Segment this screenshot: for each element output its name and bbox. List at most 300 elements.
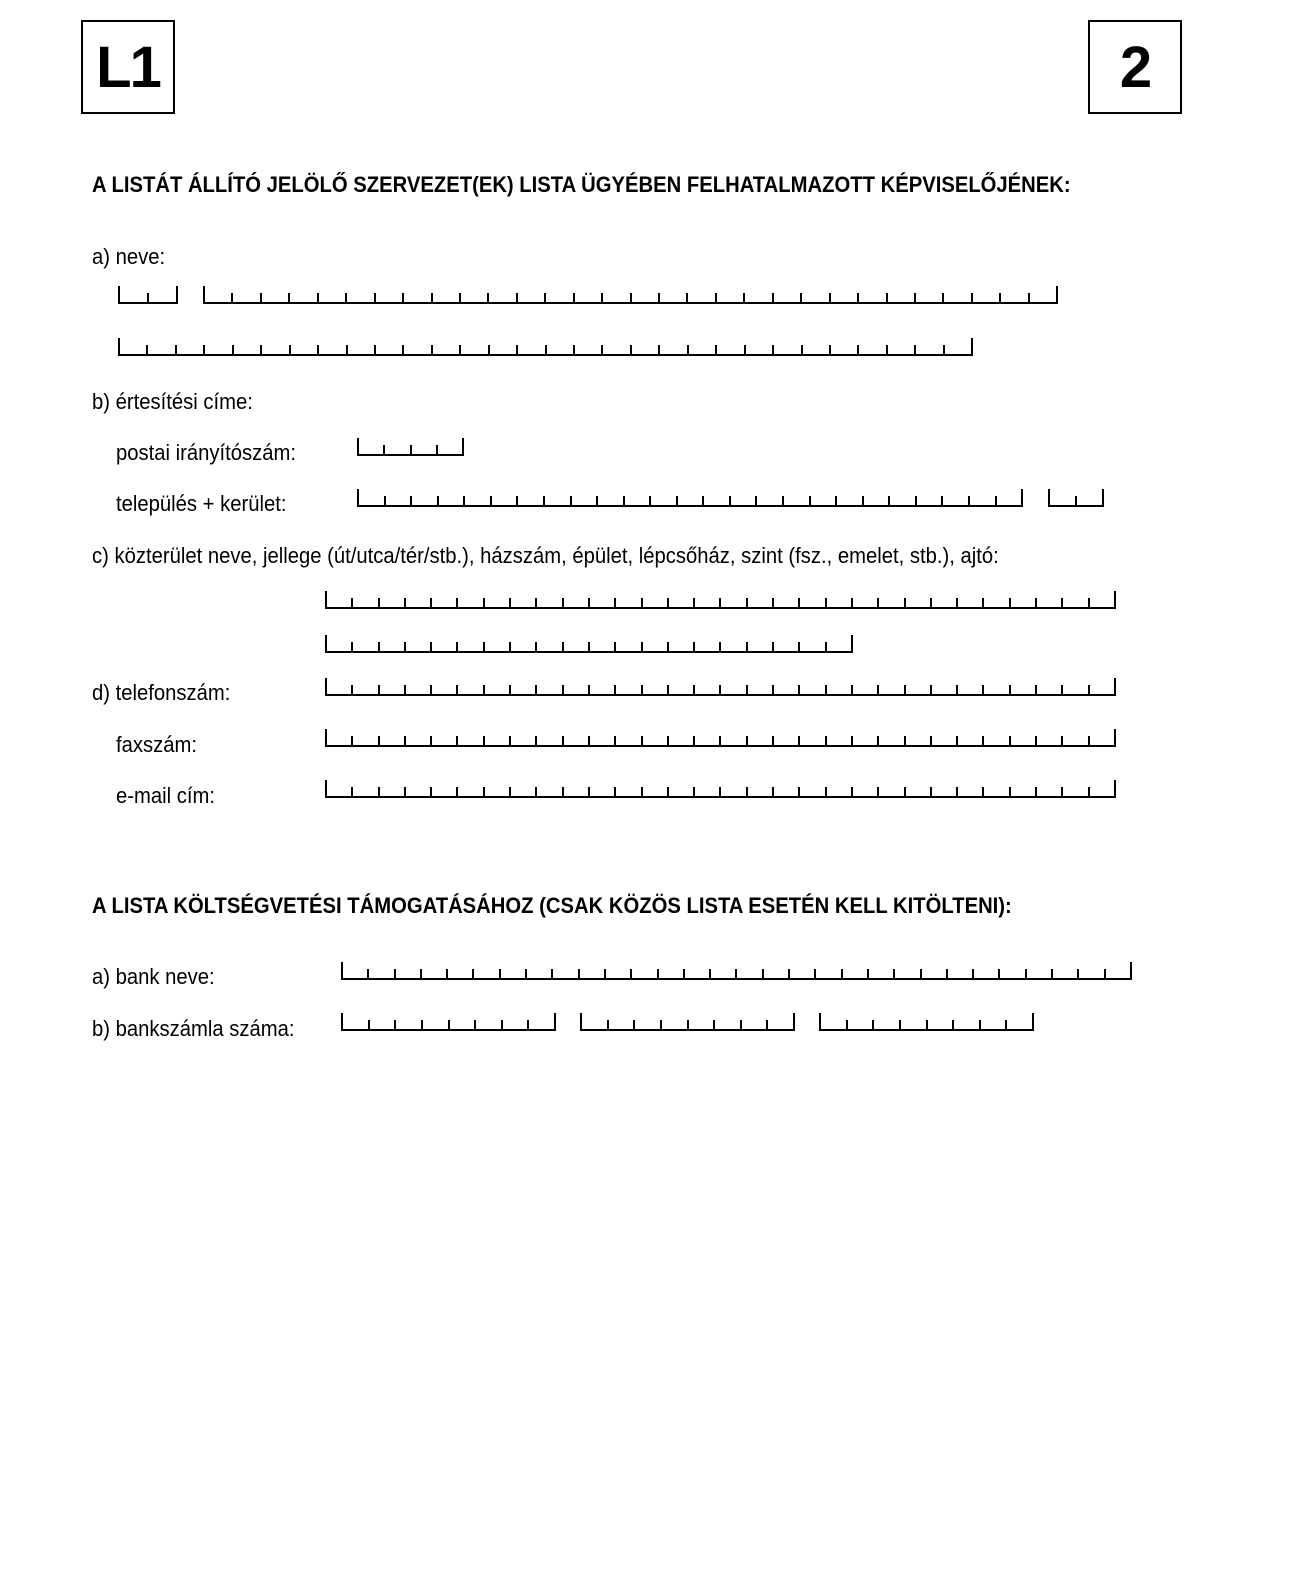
char-cell[interactable]: [404, 345, 432, 354]
char-cell[interactable]: [590, 642, 616, 651]
char-cell[interactable]: [632, 345, 660, 354]
name-line2-field[interactable]: [118, 338, 973, 356]
char-cell[interactable]: [433, 293, 461, 302]
char-cell[interactable]: [800, 787, 826, 796]
char-cell[interactable]: [511, 598, 537, 607]
char-cell[interactable]: [406, 642, 432, 651]
char-cell[interactable]: [537, 685, 563, 694]
char-cell[interactable]: [262, 293, 290, 302]
char-cell[interactable]: [380, 642, 406, 651]
char-cell[interactable]: [177, 345, 205, 354]
char-cell[interactable]: [564, 642, 590, 651]
char-cell[interactable]: [945, 338, 973, 354]
char-cell[interactable]: [774, 642, 800, 651]
char-cell[interactable]: [432, 787, 458, 796]
char-cell[interactable]: [458, 598, 484, 607]
char-cell[interactable]: [943, 496, 970, 505]
char-cell[interactable]: [319, 293, 347, 302]
char-cell[interactable]: [685, 969, 711, 978]
char-cell[interactable]: [651, 496, 678, 505]
char-cell[interactable]: [853, 685, 879, 694]
char-cell[interactable]: [590, 736, 616, 745]
char-cell[interactable]: [1037, 598, 1063, 607]
account-part3-field[interactable]: [819, 1013, 1034, 1031]
char-cell[interactable]: [737, 969, 763, 978]
char-cell[interactable]: [879, 598, 905, 607]
char-cell[interactable]: [343, 1020, 370, 1029]
char-cell[interactable]: [1053, 969, 1079, 978]
street-line2-field[interactable]: [325, 635, 853, 653]
char-cell[interactable]: [369, 969, 395, 978]
char-cell[interactable]: [958, 598, 984, 607]
fax-field[interactable]: [325, 729, 1116, 747]
char-cell[interactable]: [879, 685, 905, 694]
char-cell[interactable]: [380, 598, 406, 607]
char-cell[interactable]: [234, 345, 262, 354]
char-cell[interactable]: [575, 293, 603, 302]
char-cell[interactable]: [616, 787, 642, 796]
char-cell[interactable]: [1090, 591, 1116, 607]
char-cell[interactable]: [802, 293, 830, 302]
char-cell[interactable]: [721, 642, 747, 651]
char-cell[interactable]: [888, 293, 916, 302]
char-cell[interactable]: [290, 293, 318, 302]
char-cell[interactable]: [688, 293, 716, 302]
char-cell[interactable]: [843, 969, 869, 978]
char-cell[interactable]: [564, 685, 590, 694]
char-cell[interactable]: [906, 787, 932, 796]
char-cell[interactable]: [879, 736, 905, 745]
char-cell[interactable]: [476, 1020, 503, 1029]
char-cell[interactable]: [660, 293, 688, 302]
char-cell[interactable]: [319, 345, 347, 354]
char-cell[interactable]: [678, 496, 705, 505]
char-cell[interactable]: [609, 1020, 636, 1029]
char-cell[interactable]: [859, 293, 887, 302]
char-cell[interactable]: [511, 787, 537, 796]
char-cell[interactable]: [572, 496, 599, 505]
char-cell[interactable]: [396, 1020, 423, 1029]
char-cell[interactable]: [906, 598, 932, 607]
char-cell[interactable]: [669, 787, 695, 796]
char-cell[interactable]: [537, 787, 563, 796]
char-cell[interactable]: [874, 1020, 901, 1029]
char-cell[interactable]: [717, 293, 745, 302]
char-cell[interactable]: [768, 1013, 795, 1029]
char-cell[interactable]: [774, 736, 800, 745]
char-cell[interactable]: [695, 685, 721, 694]
char-cell[interactable]: [412, 496, 439, 505]
char-cell[interactable]: [291, 345, 319, 354]
char-cell[interactable]: [981, 1020, 1008, 1029]
char-cell[interactable]: [432, 685, 458, 694]
char-cell[interactable]: [944, 293, 972, 302]
char-cell[interactable]: [1001, 293, 1029, 302]
char-cell[interactable]: [386, 496, 413, 505]
char-cell[interactable]: [721, 736, 747, 745]
char-cell[interactable]: [948, 969, 974, 978]
char-cell[interactable]: [353, 598, 379, 607]
char-cell[interactable]: [376, 345, 404, 354]
char-cell[interactable]: [518, 496, 545, 505]
char-cell[interactable]: [422, 969, 448, 978]
char-cell[interactable]: [1090, 729, 1116, 745]
char-cell[interactable]: [564, 598, 590, 607]
char-cell[interactable]: [660, 345, 688, 354]
char-cell[interactable]: [689, 1020, 716, 1029]
char-cell[interactable]: [547, 345, 575, 354]
char-cell[interactable]: [518, 345, 546, 354]
char-cell[interactable]: [448, 969, 474, 978]
char-cell[interactable]: [359, 496, 386, 505]
char-cell[interactable]: [1079, 969, 1105, 978]
char-cell[interactable]: [432, 736, 458, 745]
char-cell[interactable]: [485, 787, 511, 796]
char-cell[interactable]: [864, 496, 891, 505]
char-cell[interactable]: [748, 642, 774, 651]
char-cell[interactable]: [643, 787, 669, 796]
char-cell[interactable]: [575, 345, 603, 354]
char-cell[interactable]: [721, 787, 747, 796]
char-cell[interactable]: [439, 496, 466, 505]
char-cell[interactable]: [784, 496, 811, 505]
char-cell[interactable]: [616, 685, 642, 694]
char-cell[interactable]: [353, 736, 379, 745]
char-cell[interactable]: [348, 345, 376, 354]
char-cell[interactable]: [1050, 496, 1077, 505]
char-cell[interactable]: [485, 598, 511, 607]
city-field[interactable]: [357, 489, 1023, 507]
char-cell[interactable]: [406, 787, 432, 796]
char-cell[interactable]: [327, 642, 353, 651]
char-cell[interactable]: [721, 598, 747, 607]
char-cell[interactable]: [233, 293, 261, 302]
char-cell[interactable]: [458, 787, 484, 796]
char-cell[interactable]: [404, 293, 432, 302]
char-cell[interactable]: [492, 496, 519, 505]
char-cell[interactable]: [1037, 787, 1063, 796]
char-cell[interactable]: [527, 969, 553, 978]
char-cell[interactable]: [853, 736, 879, 745]
char-cell[interactable]: [932, 598, 958, 607]
char-cell[interactable]: [465, 496, 492, 505]
char-cell[interactable]: [695, 787, 721, 796]
char-cell[interactable]: [669, 642, 695, 651]
char-cell[interactable]: [888, 345, 916, 354]
char-cell[interactable]: [859, 345, 887, 354]
char-cell[interactable]: [606, 969, 632, 978]
char-cell[interactable]: [501, 969, 527, 978]
char-cell[interactable]: [406, 598, 432, 607]
char-cell[interactable]: [669, 685, 695, 694]
char-cell[interactable]: [327, 598, 353, 607]
char-cell[interactable]: [932, 736, 958, 745]
char-cell[interactable]: [821, 1020, 848, 1029]
char-cell[interactable]: [689, 345, 717, 354]
char-cell[interactable]: [906, 685, 932, 694]
char-cell[interactable]: [984, 598, 1010, 607]
char-cell[interactable]: [879, 787, 905, 796]
char-cell[interactable]: [433, 345, 461, 354]
char-cell[interactable]: [1011, 787, 1037, 796]
char-cell[interactable]: [916, 293, 944, 302]
char-cell[interactable]: [731, 496, 758, 505]
char-cell[interactable]: [774, 787, 800, 796]
char-cell[interactable]: [970, 496, 997, 505]
char-cell[interactable]: [669, 598, 695, 607]
char-cell[interactable]: [958, 736, 984, 745]
char-cell[interactable]: [545, 496, 572, 505]
char-cell[interactable]: [869, 969, 895, 978]
account-part1-field[interactable]: [341, 1013, 556, 1031]
char-cell[interactable]: [958, 787, 984, 796]
char-cell[interactable]: [715, 1020, 742, 1029]
char-cell[interactable]: [984, 736, 1010, 745]
char-cell[interactable]: [974, 969, 1000, 978]
char-cell[interactable]: [1007, 1013, 1034, 1029]
phone-field[interactable]: [325, 678, 1116, 696]
char-cell[interactable]: [1037, 685, 1063, 694]
char-cell[interactable]: [790, 969, 816, 978]
char-cell[interactable]: [1030, 286, 1058, 302]
char-cell[interactable]: [485, 736, 511, 745]
char-cell[interactable]: [711, 969, 737, 978]
bank-name-field[interactable]: [341, 962, 1132, 980]
char-cell[interactable]: [748, 685, 774, 694]
char-cell[interactable]: [695, 736, 721, 745]
char-cell[interactable]: [370, 1020, 397, 1029]
char-cell[interactable]: [148, 345, 176, 354]
char-cell[interactable]: [149, 286, 178, 302]
char-cell[interactable]: [461, 293, 489, 302]
char-cell[interactable]: [412, 445, 438, 454]
char-cell[interactable]: [511, 736, 537, 745]
char-cell[interactable]: [997, 489, 1024, 505]
char-cell[interactable]: [347, 293, 375, 302]
char-cell[interactable]: [458, 685, 484, 694]
char-cell[interactable]: [616, 642, 642, 651]
char-cell[interactable]: [327, 736, 353, 745]
char-cell[interactable]: [643, 736, 669, 745]
char-cell[interactable]: [1077, 489, 1104, 505]
char-cell[interactable]: [489, 293, 517, 302]
char-cell[interactable]: [385, 445, 411, 454]
char-cell[interactable]: [890, 496, 917, 505]
char-cell[interactable]: [205, 345, 233, 354]
zip-field[interactable]: [357, 438, 464, 456]
char-cell[interactable]: [643, 642, 669, 651]
char-cell[interactable]: [764, 969, 790, 978]
char-cell[interactable]: [774, 345, 802, 354]
char-cell[interactable]: [380, 685, 406, 694]
char-cell[interactable]: [774, 293, 802, 302]
char-cell[interactable]: [359, 445, 385, 454]
char-cell[interactable]: [458, 736, 484, 745]
char-cell[interactable]: [616, 598, 642, 607]
char-cell[interactable]: [928, 1020, 955, 1029]
char-cell[interactable]: [800, 736, 826, 745]
char-cell[interactable]: [827, 736, 853, 745]
char-cell[interactable]: [704, 496, 731, 505]
char-cell[interactable]: [1011, 736, 1037, 745]
char-cell[interactable]: [380, 736, 406, 745]
char-cell[interactable]: [1011, 685, 1037, 694]
char-cell[interactable]: [803, 345, 831, 354]
char-cell[interactable]: [546, 293, 574, 302]
char-cell[interactable]: [973, 293, 1001, 302]
char-cell[interactable]: [580, 969, 606, 978]
char-cell[interactable]: [590, 598, 616, 607]
char-cell[interactable]: [748, 736, 774, 745]
char-cell[interactable]: [984, 685, 1010, 694]
char-cell[interactable]: [461, 345, 489, 354]
char-cell[interactable]: [590, 685, 616, 694]
char-cell[interactable]: [537, 736, 563, 745]
char-cell[interactable]: [537, 598, 563, 607]
char-cell[interactable]: [490, 345, 518, 354]
char-cell[interactable]: [590, 787, 616, 796]
char-cell[interactable]: [853, 787, 879, 796]
char-cell[interactable]: [406, 685, 432, 694]
char-cell[interactable]: [1090, 678, 1116, 694]
char-cell[interactable]: [800, 598, 826, 607]
char-cell[interactable]: [474, 969, 500, 978]
char-cell[interactable]: [827, 787, 853, 796]
char-cell[interactable]: [353, 685, 379, 694]
char-cell[interactable]: [380, 787, 406, 796]
char-cell[interactable]: [503, 1020, 530, 1029]
district-field[interactable]: [1048, 489, 1104, 507]
char-cell[interactable]: [800, 642, 826, 651]
char-cell[interactable]: [632, 293, 660, 302]
char-cell[interactable]: [932, 787, 958, 796]
char-cell[interactable]: [916, 345, 944, 354]
char-cell[interactable]: [327, 685, 353, 694]
char-cell[interactable]: [485, 685, 511, 694]
char-cell[interactable]: [800, 685, 826, 694]
char-cell[interactable]: [831, 345, 859, 354]
char-cell[interactable]: [1106, 962, 1132, 978]
char-cell[interactable]: [746, 345, 774, 354]
char-cell[interactable]: [529, 1013, 556, 1029]
char-cell[interactable]: [717, 345, 745, 354]
char-cell[interactable]: [748, 787, 774, 796]
char-cell[interactable]: [1037, 736, 1063, 745]
char-cell[interactable]: [742, 1020, 769, 1029]
char-cell[interactable]: [406, 736, 432, 745]
char-cell[interactable]: [518, 293, 546, 302]
char-cell[interactable]: [745, 293, 773, 302]
char-cell[interactable]: [954, 1020, 981, 1029]
char-cell[interactable]: [827, 685, 853, 694]
char-cell[interactable]: [721, 685, 747, 694]
char-cell[interactable]: [438, 438, 464, 454]
char-cell[interactable]: [1090, 780, 1116, 796]
char-cell[interactable]: [662, 1020, 689, 1029]
char-cell[interactable]: [511, 642, 537, 651]
char-cell[interactable]: [616, 736, 642, 745]
char-cell[interactable]: [659, 969, 685, 978]
char-cell[interactable]: [458, 642, 484, 651]
char-cell[interactable]: [423, 1020, 450, 1029]
char-cell[interactable]: [564, 787, 590, 796]
char-cell[interactable]: [1000, 969, 1026, 978]
char-cell[interactable]: [511, 685, 537, 694]
char-cell[interactable]: [625, 496, 652, 505]
char-cell[interactable]: [353, 642, 379, 651]
char-cell[interactable]: [757, 496, 784, 505]
char-cell[interactable]: [695, 598, 721, 607]
char-cell[interactable]: [120, 293, 149, 302]
char-cell[interactable]: [837, 496, 864, 505]
char-cell[interactable]: [485, 642, 511, 651]
name-line1-field[interactable]: [203, 286, 1058, 304]
char-cell[interactable]: [1063, 598, 1089, 607]
char-cell[interactable]: [895, 969, 921, 978]
char-cell[interactable]: [1063, 685, 1089, 694]
char-cell[interactable]: [669, 736, 695, 745]
char-cell[interactable]: [537, 642, 563, 651]
char-cell[interactable]: [827, 598, 853, 607]
name-title-field[interactable]: [118, 286, 178, 304]
char-cell[interactable]: [643, 685, 669, 694]
char-cell[interactable]: [327, 787, 353, 796]
char-cell[interactable]: [848, 1020, 875, 1029]
char-cell[interactable]: [901, 1020, 928, 1029]
char-cell[interactable]: [603, 345, 631, 354]
email-field[interactable]: [325, 780, 1116, 798]
char-cell[interactable]: [695, 642, 721, 651]
char-cell[interactable]: [598, 496, 625, 505]
char-cell[interactable]: [632, 969, 658, 978]
char-cell[interactable]: [853, 598, 879, 607]
char-cell[interactable]: [827, 635, 853, 651]
char-cell[interactable]: [643, 598, 669, 607]
char-cell[interactable]: [774, 685, 800, 694]
char-cell[interactable]: [932, 685, 958, 694]
char-cell[interactable]: [432, 598, 458, 607]
char-cell[interactable]: [450, 1020, 477, 1029]
char-cell[interactable]: [1027, 969, 1053, 978]
char-cell[interactable]: [922, 969, 948, 978]
char-cell[interactable]: [774, 598, 800, 607]
char-cell[interactable]: [811, 496, 838, 505]
account-part2-field[interactable]: [580, 1013, 795, 1031]
char-cell[interactable]: [343, 969, 369, 978]
char-cell[interactable]: [432, 642, 458, 651]
char-cell[interactable]: [1011, 598, 1037, 607]
char-cell[interactable]: [831, 293, 859, 302]
char-cell[interactable]: [120, 345, 148, 354]
char-cell[interactable]: [353, 787, 379, 796]
char-cell[interactable]: [748, 598, 774, 607]
char-cell[interactable]: [582, 1020, 609, 1029]
char-cell[interactable]: [1063, 736, 1089, 745]
char-cell[interactable]: [635, 1020, 662, 1029]
char-cell[interactable]: [816, 969, 842, 978]
char-cell[interactable]: [1063, 787, 1089, 796]
street-line1-field[interactable]: [325, 591, 1116, 609]
char-cell[interactable]: [553, 969, 579, 978]
char-cell[interactable]: [396, 969, 422, 978]
char-cell[interactable]: [603, 293, 631, 302]
char-cell[interactable]: [984, 787, 1010, 796]
char-cell[interactable]: [906, 736, 932, 745]
char-cell[interactable]: [262, 345, 290, 354]
char-cell[interactable]: [205, 293, 233, 302]
char-cell[interactable]: [564, 736, 590, 745]
char-cell[interactable]: [376, 293, 404, 302]
